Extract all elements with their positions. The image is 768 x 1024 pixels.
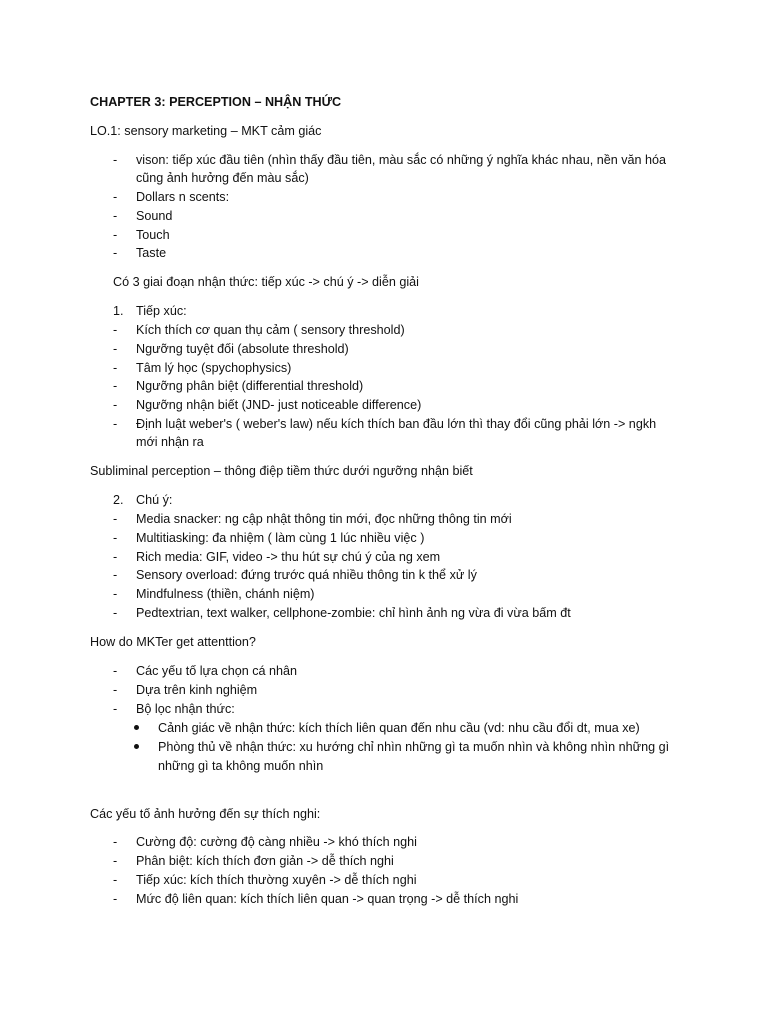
list-item: Phân biệt: kích thích đơn giản -> dễ thích nghi — [136, 854, 394, 868]
list-dash: - — [113, 361, 118, 375]
lo1-heading: LO.1: sensory marketing – MKT cảm giác — [90, 124, 322, 138]
how-mkter-heading: How do MKTer get attenttion? — [90, 635, 256, 649]
list-dash: - — [113, 587, 118, 601]
stages-intro: Có 3 giai đoạn nhận thức: tiếp xúc -> chú ý -> diễn giải — [113, 275, 419, 289]
list-dash: - — [113, 550, 118, 564]
list-dash: - — [113, 323, 118, 337]
sub-list-item-cont: những gì ta không muốn nhìn — [158, 759, 324, 773]
list-item: Sensory overload: đứng trước quá nhiều thông tin k thể xử lý — [136, 568, 477, 582]
list-item-taste: Taste — [136, 246, 167, 260]
list-dash: - — [113, 664, 118, 678]
list-dash: - — [113, 512, 118, 526]
list-item: Dựa trên kinh nghiệm — [136, 683, 258, 697]
list-item: Mức độ liên quan: kích thích liên quan -> quan trọng -> dễ thích nghi — [136, 892, 519, 906]
list-item-vision: vison: tiếp xúc đầu tiên (nhìn thấy đầu tiên, màu sắc có những ý nghĩa khác nhau, nền văn hóa — [136, 153, 667, 167]
list-item: Multitiasking: đa nhiệm ( làm cùng 1 lúc nhiều việc ) — [136, 531, 425, 545]
list-item-weber: Định luật weber's ( weber's law) nếu kích thích ban đầu lớn thì thay đổi cũng phải lớn -> ngkh — [136, 417, 657, 431]
list-dash: - — [113, 153, 118, 167]
list-item: Các yếu tố lựa chọn cá nhân — [136, 664, 298, 678]
list-item-vision-cont: cũng ảnh hưởng đến màu sắc) — [136, 171, 309, 185]
chapter-title: CHAPTER 3: PERCEPTION – NHẬN THỨC — [90, 95, 342, 109]
adaptation-heading: Các yếu tố ảnh hưởng đến sự thích nghi: — [90, 807, 321, 821]
list-dash: - — [113, 568, 118, 582]
subliminal-heading: Subliminal perception – thông điệp tiềm thức dưới ngưỡng nhận biết — [90, 464, 473, 478]
list-item: Ngưỡng tuyệt đối (absolute threshold) — [136, 342, 349, 356]
list-dash: - — [113, 854, 118, 868]
section-number: 2. — [113, 493, 124, 507]
list-dash: - — [113, 190, 118, 204]
list-dash: - — [113, 398, 118, 412]
sub-list-item: Cảnh giác về nhận thức: kích thích liên quan đến nhu cầu (vd: nhu cầu đổi dt, mua xe) — [158, 721, 640, 735]
list-item: Ngưỡng nhận biết (JND- just noticeable difference) — [136, 398, 422, 412]
list-item: Rich media: GIF, video -> thu hút sự chú ý của ng xem — [136, 550, 441, 564]
list-item-sound: Sound — [136, 209, 173, 223]
list-item: Bộ lọc nhận thức: — [136, 702, 235, 716]
attention-heading: Chú ý: — [136, 493, 173, 507]
list-item: Kích thích cơ quan thụ cảm ( sensory threshold) — [136, 323, 405, 337]
sub-list-item: Phòng thủ về nhận thức: xu hướng chỉ nhìn những gì ta muốn nhìn và không nhìn những gì — [158, 740, 670, 754]
list-dash: - — [113, 209, 118, 223]
list-dash: - — [113, 835, 118, 849]
exposure-heading: Tiếp xúc: — [136, 304, 187, 318]
list-item-weber-cont: mới nhận ra — [136, 435, 204, 449]
list-dash: - — [113, 379, 118, 393]
list-dash: - — [113, 417, 118, 431]
list-dash: - — [113, 228, 118, 242]
list-item: Tiếp xúc: kích thích thường xuyên -> dễ thích nghi — [136, 873, 417, 887]
list-item: Mindfulness (thiền, chánh niệm) — [136, 587, 315, 601]
list-item: Media snacker: ng cập nhật thông tin mới, đọc những thông tin mới — [136, 512, 512, 526]
list-dash: - — [113, 892, 118, 906]
list-item-dollars: Dollars n scents: — [136, 190, 230, 204]
list-dash: - — [113, 342, 118, 356]
list-item: Ngưỡng phân biệt (differential threshold) — [136, 379, 364, 393]
list-dash: - — [113, 606, 118, 620]
list-dash: - — [113, 702, 118, 716]
section-number: 1. — [113, 304, 124, 318]
list-dash: - — [113, 531, 118, 545]
list-item-touch: Touch — [136, 228, 170, 242]
list-dash: - — [113, 246, 118, 260]
list-dash: - — [113, 873, 118, 887]
list-item: Tâm lý học (spychophysics) — [136, 361, 292, 375]
bullet-icon — [134, 725, 139, 730]
list-dash: - — [113, 683, 118, 697]
bullet-icon — [134, 744, 139, 749]
list-item: Pedtextrian, text walker, cellphone-zombie: chỉ hình ảnh ng vừa đi vừa bấm đt — [136, 606, 571, 620]
list-item: Cường độ: cường độ càng nhiều -> khó thích nghi — [136, 835, 417, 849]
